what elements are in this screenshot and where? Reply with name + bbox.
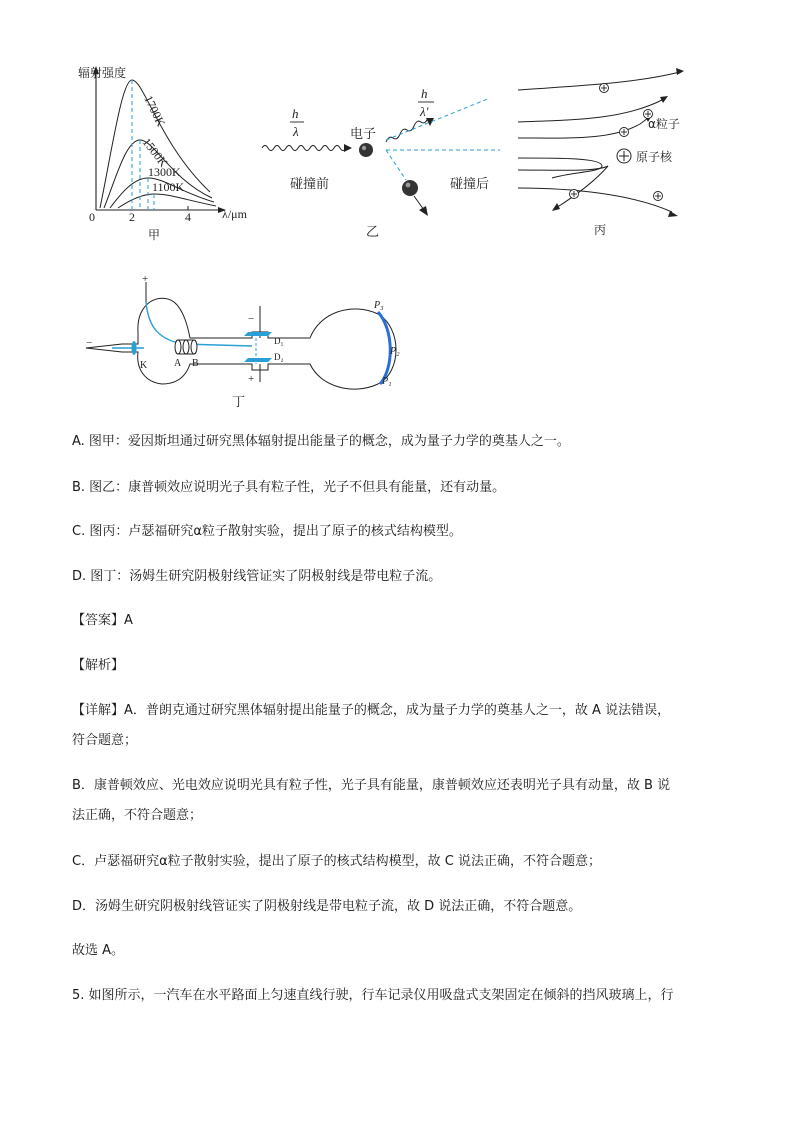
label-d2: D₂ [274,352,284,362]
answer-value: A [124,613,133,628]
x-axis-label: λ/μm [222,207,247,221]
caption-jia: 甲 [148,228,161,242]
label-k: K [140,360,148,371]
option-a: A. 图甲：爱因斯坦通过研究黑体辐射提出能量子的概念，成为量子力学的奠基人之一。 [72,434,570,449]
label-a: A [174,358,182,369]
before-label: 碰撞前 [290,177,330,192]
figure-rutherford [512,62,702,242]
minus-left: − [86,337,93,349]
label-b: B [192,358,199,369]
option-d: D. 图丁：汤姆生研究阴极射线管证实了阴极射线是带电粒子流。 [72,569,442,584]
label-d1: D₁ [274,336,284,346]
figure-compton [258,80,508,240]
alpha-label: α粒子 [648,117,680,131]
answer-label: 【答案】 [72,613,125,628]
label-1700k: 1700K [141,93,169,129]
detail-line-6: D．汤姆生研究阴极射线管证实了阴极射线是带电粒子流，故 D 说法正确，不符合题意。 [72,899,582,914]
detail-line-4: 法正确，不符合题意； [72,808,203,823]
h-label-2: h [421,86,428,101]
lambda-prime-label: λ' [420,104,429,119]
detail-text-1: A．普朗克通过研究黑体辐射提出能量子的概念，成为量子力学的奠基人之一，故 A 说法错误， [124,703,671,718]
plus-top: + [142,273,149,285]
caption-ding: 丁 [232,395,246,410]
conclusion: 故选 A。 [72,943,125,958]
tick-0: 0 [89,210,95,224]
answer-line [72,611,133,631]
option-c: C. 图丙：卢瑟福研究α粒子散射实验，提出了原子的核式结构模型。 [72,524,462,539]
label-1100k: 1100K [152,180,185,194]
label-1300k: 1300K [148,165,181,179]
after-label: 碰撞后 [450,177,490,192]
electron-label: 电子 [350,127,377,142]
label-p3: P₃ [374,300,384,311]
label-1500k: 1500K [139,135,171,170]
analysis-label: 【解析】 [72,658,125,673]
option-b: B. 图乙：康普顿效应说明光子具有粒子性，光子不但具有能量，还有动量。 [72,480,506,495]
tick-4: 4 [185,210,191,224]
curve-1100k [118,194,216,208]
detail-label: 【详解】 [72,703,125,718]
figure-cathode-tube [82,272,412,412]
detail-line-1 [72,701,670,721]
plus-right: + [248,373,255,385]
caption-yi: 乙 [366,225,380,240]
electron-after [402,180,418,196]
detail-line-2: 符合题意； [72,733,138,748]
y-axis-label: 辐射强度 [78,66,127,80]
h-label: h [292,106,299,121]
caption-bing: 丙 [594,223,607,237]
label-p1: P₁ [382,376,392,387]
nucleus-label: 原子核 [636,150,673,164]
cathode-k [132,341,137,355]
label-p2: P₂ [390,346,400,357]
detail-line-5: C．卢瑟福研究α粒子散射实验，提出了原子的核式结构模型，故 C 说法正确，不符合题意； [72,854,601,869]
detail-line-3: B．康普顿效应、光电效应说明光具有粒子性，光子具有能量，康普顿效应还表明光子具有动量，故 B 说 [72,778,671,793]
minus-right: − [248,313,255,325]
electron-before [359,143,373,157]
next-question: 5. 如图所示，一汽车在水平路面上匀速直线行驶，行车记录仪用吸盘式支架固定在倾斜的挡风玻璃上，行 [72,988,674,1003]
tick-2: 2 [129,210,135,224]
figure-blackbody [70,60,280,245]
lambda-label: λ [293,124,299,139]
